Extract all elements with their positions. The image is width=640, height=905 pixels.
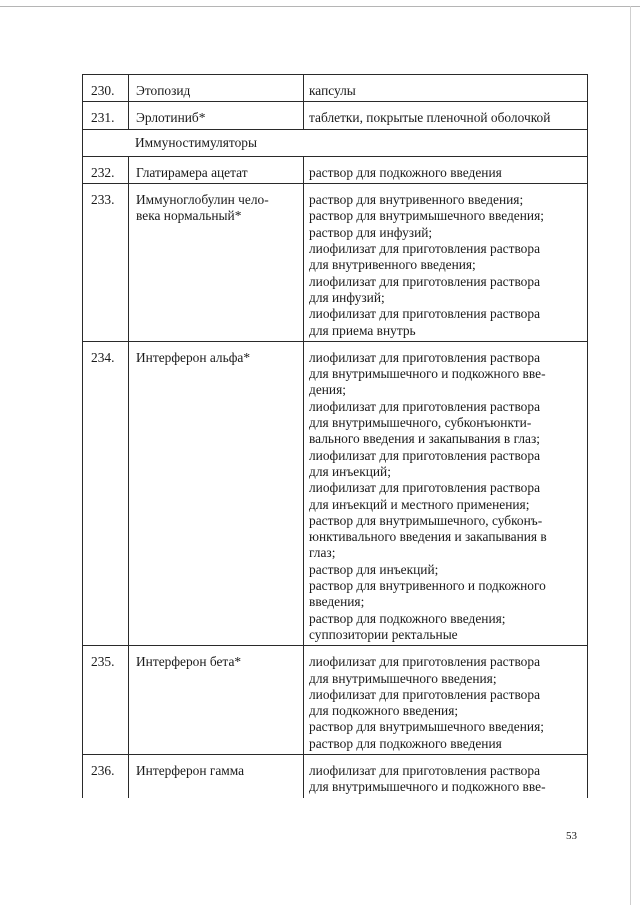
drug-name: Иммуноглобулин чело- века нормальный* xyxy=(129,184,304,342)
row-number: 233. xyxy=(83,184,129,342)
table-row xyxy=(83,754,588,797)
drug-name: Интерферон бета* xyxy=(129,646,304,755)
table-row xyxy=(83,102,588,129)
group-heading-row xyxy=(83,129,588,156)
drug-name: Интерферон гамма xyxy=(129,754,304,797)
row-number: 234. xyxy=(83,341,129,645)
row-number: 230. xyxy=(83,75,129,102)
dosage-forms: лиофилизат для приготовления раствора для внутримышечного и подкожного вве- дения; лиофилизат для приготовления раствора для внутримышечного, субконъюнкти- вального введения и закапывания в глаз; лиофилизат для приготовления раствора для инъекций; лиофилизат для приготовления раствора для инъекций и местного применения; раствор для внутримышечного, субконъ- юнктивального введения и закапывания в глаз; раствор для инъекций; раствор для внутривенного и подкожного введения; раствор для подкожного введения; суппозитории ректальные xyxy=(304,341,588,645)
table-row xyxy=(83,646,588,755)
row-number: 236. xyxy=(83,754,129,797)
scan-edge-right xyxy=(630,6,631,905)
scan-edge-top xyxy=(0,6,640,7)
table-row xyxy=(83,184,588,342)
table-row xyxy=(83,156,588,183)
drug-name: Эрлотиниб* xyxy=(129,102,304,129)
dosage-forms: раствор для внутривенного введения; раствор для внутримышечного введения; раствор для инфузий; лиофилизат для приготовления раствора для внутривенного введения; лиофилизат для приготовления раствора для инфузий; лиофилизат для приготовления раствора для приема внутрь xyxy=(304,184,588,342)
row-number: 235. xyxy=(83,646,129,755)
row-number: 232. xyxy=(83,156,129,183)
drug-table xyxy=(82,74,588,798)
drug-name: Интерферон альфа* xyxy=(129,341,304,645)
row-number: 231. xyxy=(83,102,129,129)
group-heading: Иммуностимуляторы xyxy=(83,129,588,156)
drug-name: Этопозид xyxy=(129,75,304,102)
dosage-forms: капсулы xyxy=(304,75,588,102)
dosage-forms: раствор для подкожного введения xyxy=(304,156,588,183)
dosage-forms: таблетки, покрытые пленочной оболочкой xyxy=(304,102,588,129)
dosage-forms: лиофилизат для приготовления раствора для внутримышечного введения; лиофилизат для приготовления раствора для подкожного введения; раствор для внутримышечного введения; раствор для подкожного введения xyxy=(304,646,588,755)
drug-name: Глатирамера ацетат xyxy=(129,156,304,183)
table-row xyxy=(83,75,588,102)
dosage-forms: лиофилизат для приготовления раствора для внутримышечного и подкожного вве- xyxy=(304,754,588,797)
page-number: 53 xyxy=(566,830,577,842)
table-row xyxy=(83,341,588,645)
